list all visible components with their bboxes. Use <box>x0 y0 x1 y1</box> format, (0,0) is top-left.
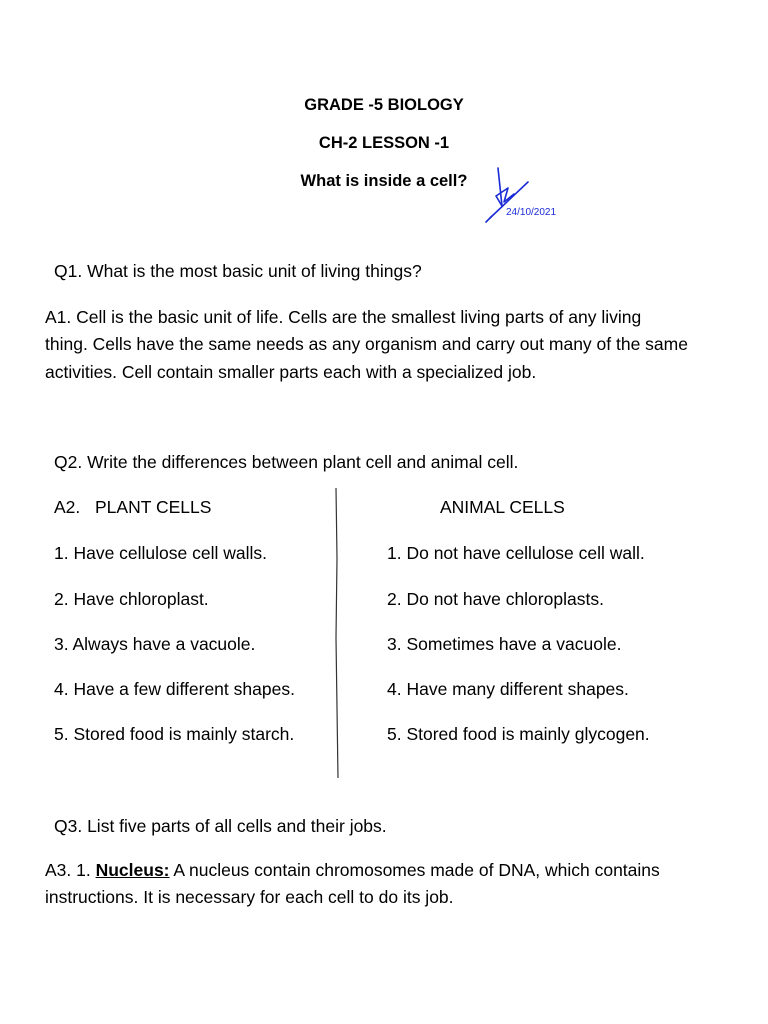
animal-item-1: 1. Do not have cellulose cell wall. <box>387 543 645 563</box>
answer-1-line-3: activities. Cell contain smaller parts each with a specialized job. <box>45 362 537 382</box>
plant-item-4: 4. Have a few different shapes. <box>54 679 295 699</box>
answer-3-line-1-rest: A nucleus contain chromosomes made of DNA, which contains <box>173 860 660 880</box>
answer-3-prefix: A3. 1. <box>45 860 91 880</box>
animal-cells-header: ANIMAL CELLS <box>440 497 565 517</box>
answer-3-line-1 <box>45 857 660 885</box>
nucleus-term: Nucleus: <box>95 860 170 880</box>
question-1: Q1. What is the most basic unit of living things? <box>54 261 422 281</box>
question-3: Q3. List five parts of all cells and their jobs. <box>54 816 387 836</box>
plant-item-3: 3. Always have a vacuole. <box>54 634 256 654</box>
plant-item-2: 2. Have chloroplast. <box>54 589 209 609</box>
column-divider <box>331 488 343 778</box>
plant-item-5: 5. Stored food is mainly starch. <box>54 724 295 744</box>
plant-item-1: 1. Have cellulose cell walls. <box>54 543 268 563</box>
animal-item-4: 4. Have many different shapes. <box>387 679 629 699</box>
question-2: Q2. Write the differences between plant cell and animal cell. <box>54 452 519 472</box>
signature-date: 24/10/2021 <box>506 207 557 218</box>
document-title: GRADE -5 BIOLOGY <box>304 96 464 114</box>
animal-item-3: 3. Sometimes have a vacuole. <box>387 634 622 654</box>
animal-item-2: 2. Do not have chloroplasts. <box>387 589 604 609</box>
chapter-heading: CH-2 LESSON -1 <box>318 134 450 152</box>
answer-3-line-2: instructions. It is necessary for each cell to do its job. <box>45 887 454 907</box>
answer-1-line-2: thing. Cells have the same needs as any organism and carry out many of the same <box>45 334 688 354</box>
answer-2-prefix: A2. <box>54 497 81 517</box>
answer-1-line-1: A1. Cell is the basic unit of life. Cells are the smallest living parts of any living <box>45 307 642 327</box>
topic-heading: What is inside a cell? <box>300 172 468 190</box>
plant-cells-header: PLANT CELLS <box>95 497 212 517</box>
animal-item-5: 5. Stored food is mainly glycogen. <box>387 724 650 744</box>
